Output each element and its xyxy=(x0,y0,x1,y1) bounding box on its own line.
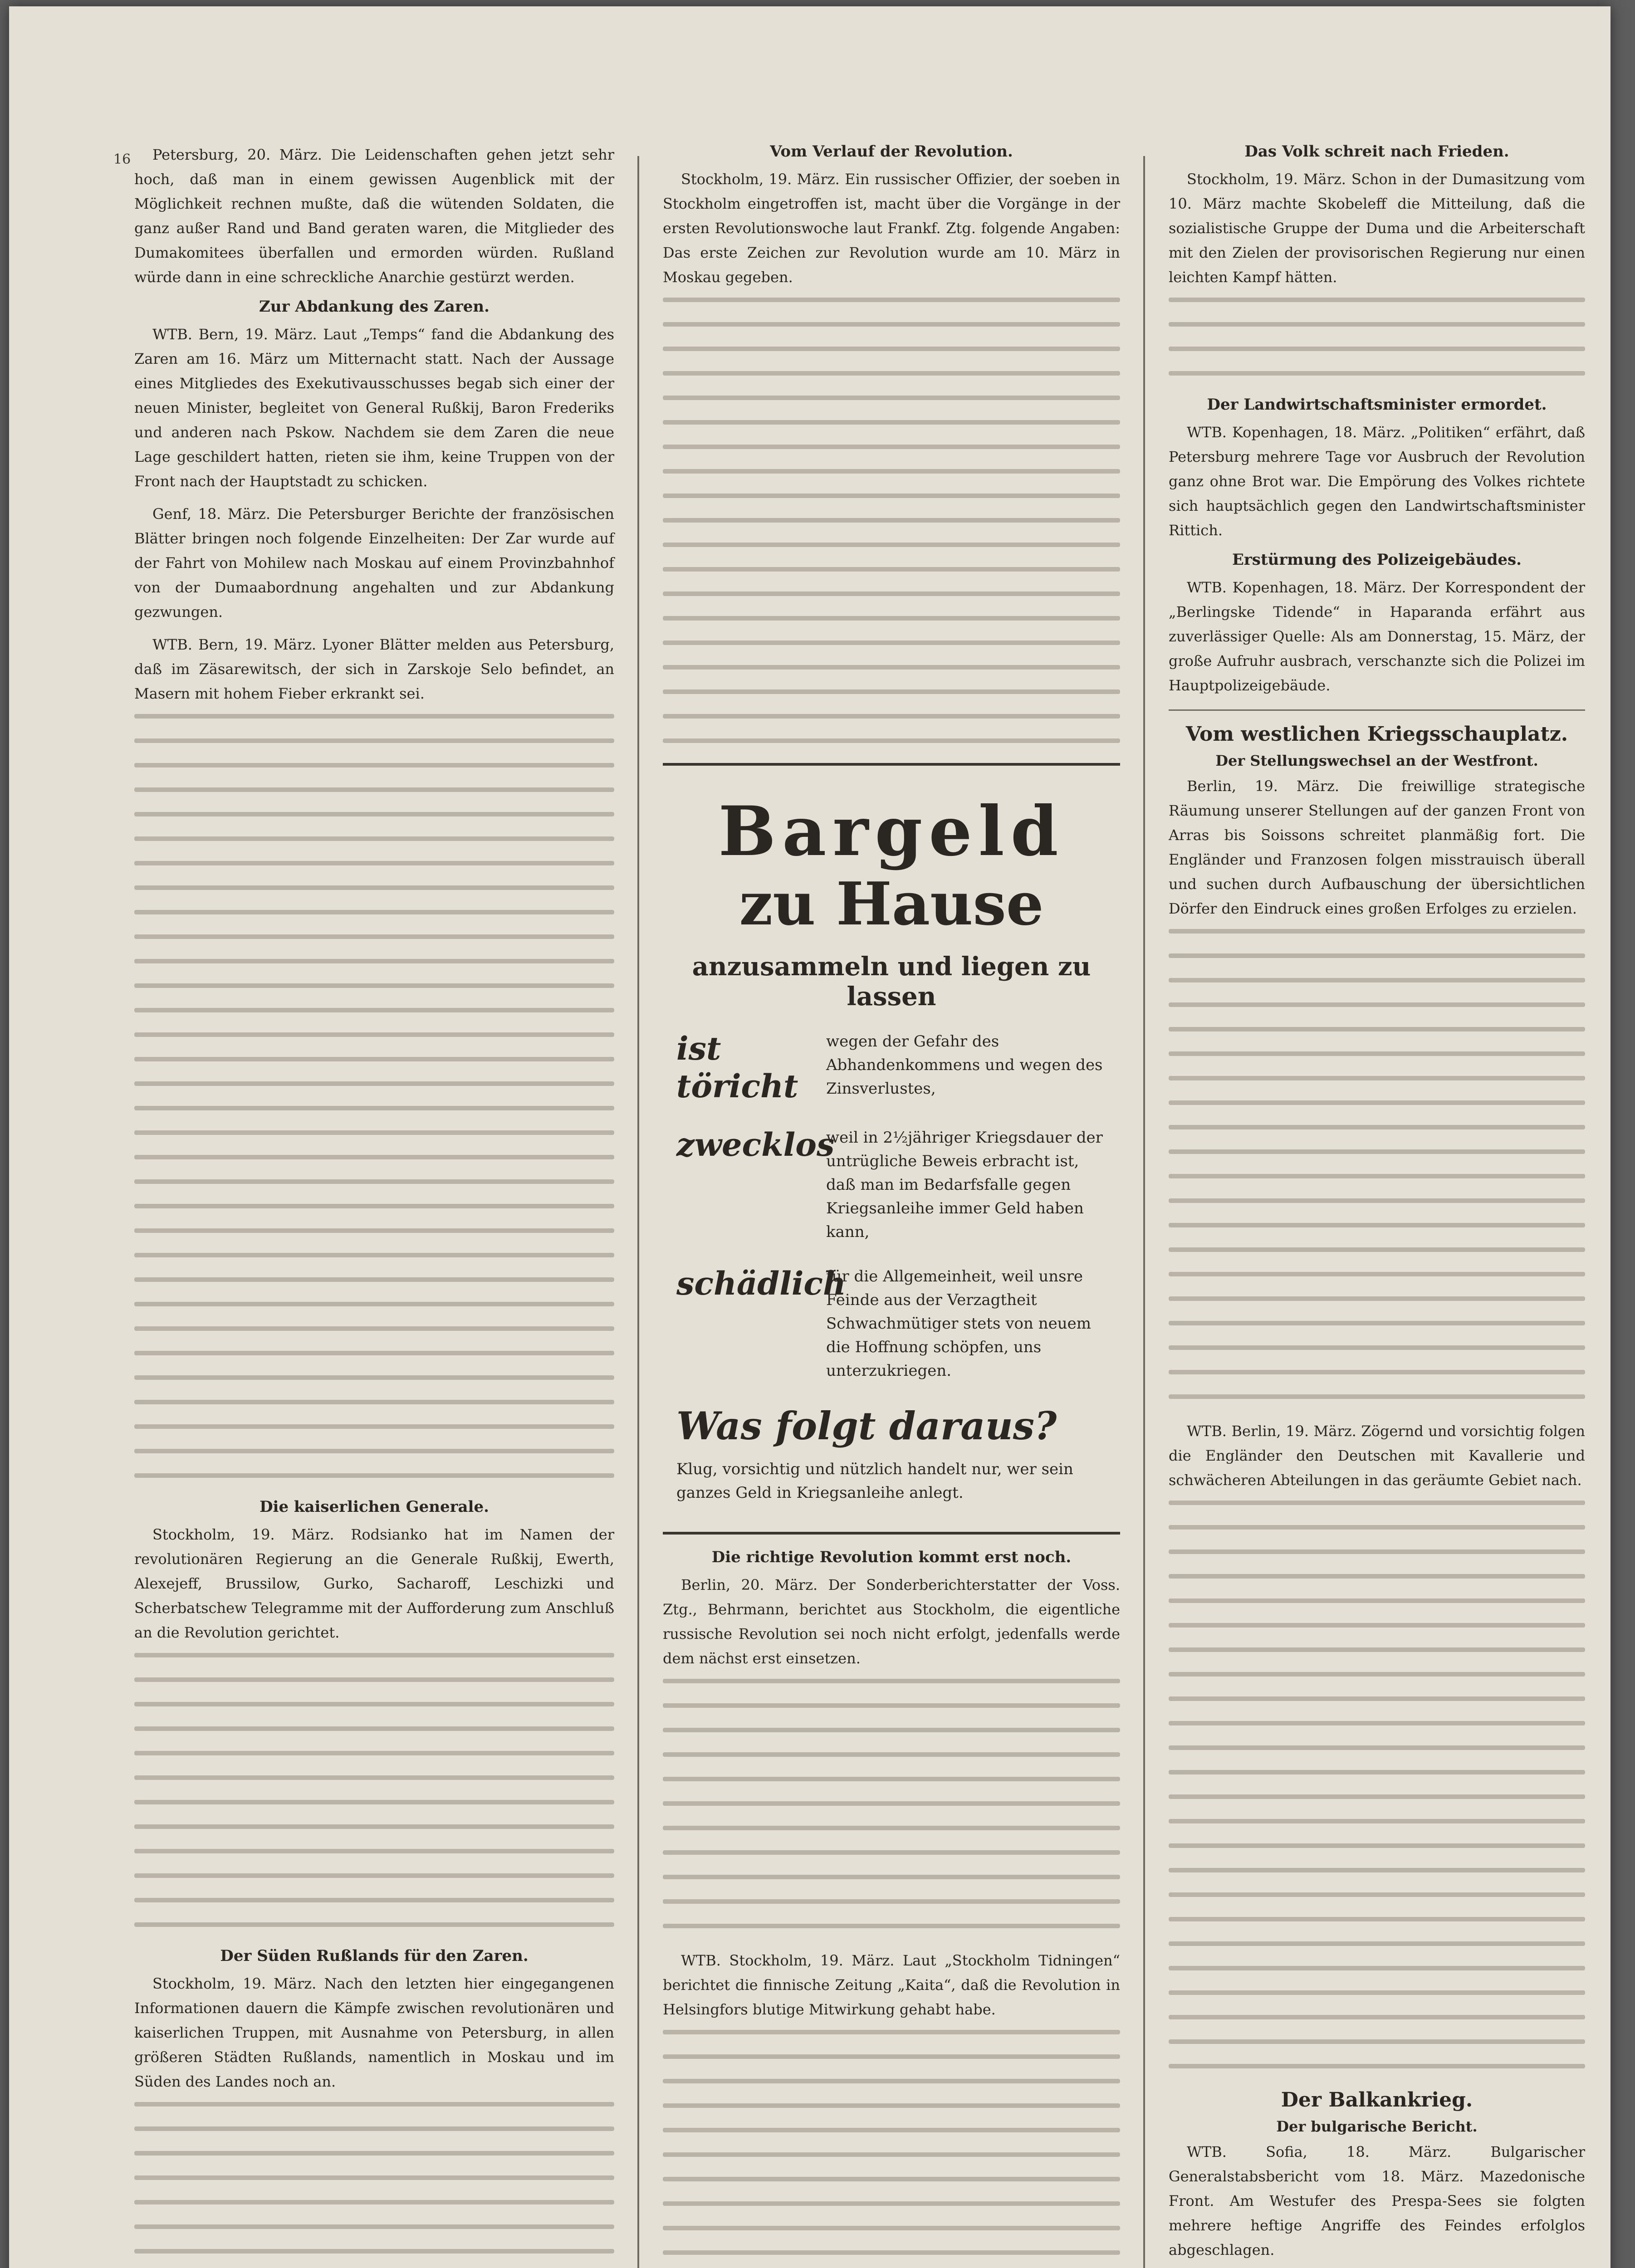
headline-westlicher-kriegsschauplatz: Vom westlichen Kriegsschauplatz. xyxy=(1185,723,1568,746)
paragraph: WTB. Sofia, 18. März. Bulgarischer Generalstabsbericht vom 18. März. Mazedonische Front. Am Westufer des Prespa-Sees sie folgten mehrere heftige Angriffe des Feindes erfolglos abgeschlagen. xyxy=(1169,2143,1585,2258)
page-mark: 16 xyxy=(113,152,131,167)
column-1 xyxy=(113,142,635,2268)
paragraph: WTB. Stockholm, 19. März. Laut „Stockholm Tidningen“ berichtet die finnische Zeitung „Kaita“, daß die Revolution in Helsingfors blutige Mitwirkung gehabt habe. xyxy=(663,1952,1120,2018)
paragraph: WTB. Kopenhagen, 18. März. „Politiken“ erfährt, daß Petersburg mehrere Tage vor Ausbruch der Revolution ganz ohne Brot war. Die Empörung des Volkes richtete sich hauptsächlich gegen den Landwirtschaftsminister Rittich. xyxy=(1169,424,1585,539)
illegible-text-block xyxy=(663,1679,1120,1928)
paragraph: WTB. Bern, 19. März. Lyoner Blätter melden aus Petersburg, daß im Zäsarewitsch, der sich in Zarskoje Selo befindet, an Masern mit hohem Fieber erkrankt sei. xyxy=(134,636,614,702)
illegible-text-block xyxy=(1169,298,1585,376)
headline-frieden: Das Volk schreit nach Frieden. xyxy=(1244,142,1509,161)
illegible-text-block xyxy=(134,1653,614,1927)
section-rule xyxy=(1169,709,1585,711)
paragraph: WTB. Kopenhagen, 18. März. Der Korrespondent der „Berlingske Tidende“ in Haparanda erfährt aus zuverlässiger Quelle: Als am Donnerstag, 15. März, der große Aufruhr ausbrach, verschanzte sich die Polizei im Hauptpolizeigebäude. xyxy=(1169,579,1585,694)
newspaper-page xyxy=(9,6,1611,2268)
paragraph: Stockholm, 19. März. Rodsianko hat im Namen der revolutionären Regierung an die Generale Rußkij, Ewerth, Alexejeff, Brussilow, Gurko, Sacharoff, Leschizki und Scherbatschew Telegramme mit der Aufforderung zum Anschluß an die Revolution gerichtet. xyxy=(134,1526,614,1641)
paragraph: Stockholm, 19. März. Nach den letzten hier eingegangenen Informationen dauern die Kämpfe zwischen revolutionären und kaiserlichen Truppen, mit Ausnahme von Petersburg, in allen größeren Städten Rußlands, namentlich in Moskau und im Süden des Landes noch an. xyxy=(134,1975,614,2090)
illegible-text-block xyxy=(134,714,614,1478)
column-3 xyxy=(1148,142,1606,2268)
headline-sueden: Der Süden Rußlands für den Zaren. xyxy=(220,1947,529,1965)
paragraph: Berlin, 20. März. Der Sonderberichterstatter der Voss. Ztg., Behrmann, berichtet aus Stockholm, die eigentliche russische Revolution sei noch nicht erfolgt, jedenfalls werde dem nächst erst einsetzen. xyxy=(663,1576,1120,1667)
headline-verlauf: Vom Verlauf der Revolution. xyxy=(770,142,1013,161)
column-rule xyxy=(1143,156,1145,2268)
paragraph: Stockholm, 19. März. Ein russischer Offizier, der soeben in Stockholm eingetroffen ist, macht über die Vorgänge in der ersten Revolutionswoche laut Frankf. Ztg. folgende Angaben: Das erste Zeichen zur Revolution wurde am 10. März in Moskau gegeben. xyxy=(663,171,1120,286)
paragraph: WTB. Bern, 19. März. Laut „Temps“ fand die Abdankung des Zaren am 16. März um Mitternacht statt. Nach der Aussage eines Mitgliedes des Exekutivausschusses begab sich einer der neuen Minister, begleitet von General Rußkij, Baron Frederiks und anderen nach Pskow. Nachdem sie dem Zaren die neue Lage geschildert hatten, rieten sie ihm, keine Truppen von der Front nach der Hauptstadt zu schicken. xyxy=(134,326,614,490)
ad-argument xyxy=(676,1030,1106,1105)
illegible-text-block xyxy=(1169,1501,1585,2068)
article-lead: Petersburg, 20. März. Die Leidenschaften gehen jetzt sehr hoch, daß man in einem gewissen Augenblick mit der Möglichkeit rechnen mußte, daß die wütenden Soldaten, die ganz außer Rand und Band geraten waren, die Mitglieder des Dumakomitees überfallen und ermorden würden. Rußland würde dann in eine schreckliche Anarchie gestürzt werden. xyxy=(134,146,614,286)
ad-conclusion: Klug, vorsichtig und nützlich handelt nur, wer sein ganzes Geld in Kriegsanleihe anlegt. xyxy=(676,1460,1073,1502)
ad-argument-text: weil in 2½jähriger Kriegsdauer der untrügliche Beweis erbracht ist, daß man im Bedarfsfalle gegen Kriegsanleihe immer Geld haben kann, xyxy=(826,1129,1103,1241)
illegible-text-block xyxy=(1169,929,1585,1399)
subheadline-bulgarischer-bericht: Der bulgarische Bericht. xyxy=(1276,2118,1478,2135)
headline-balkankrieg: Der Balkankrieg. xyxy=(1281,2088,1473,2112)
column-2 xyxy=(642,142,1141,2268)
ad-question: Was folgt daraus? xyxy=(676,1403,1057,1448)
paragraph: WTB. Berlin, 19. März. Zögernd und vorsichtig folgen die Engländer den Deutschen mit Kavallerie und schwächeren Abteilungen in das geräumte Gebiet nach. xyxy=(1169,1422,1585,1489)
headline-abdankung: Zur Abdankung des Zaren. xyxy=(259,298,490,316)
ad-argument xyxy=(676,1265,1106,1383)
ad-argument-text: wegen der Gefahr des Abhandenkommens und wegen des Zinsverlustes, xyxy=(826,1032,1103,1098)
illegible-text-block xyxy=(134,2102,614,2268)
ad-keyword: schädlich xyxy=(676,1265,846,1302)
illegible-text-block xyxy=(663,2030,1120,2268)
ad-title: Bargeld xyxy=(718,792,1065,871)
ad-lead: anzusammeln und liegen zu lassen xyxy=(692,952,1091,1012)
headline-landwirtschaftsminister: Der Landwirtschaftsminister ermordet. xyxy=(1207,396,1547,414)
ad-keyword: ist töricht xyxy=(676,1030,798,1105)
headline-generale: Die kaiserlichen Generale. xyxy=(259,1498,489,1516)
headline-polizeigebaeude: Erstürmung des Polizeigebäudes. xyxy=(1232,551,1522,569)
war-loan-advertisement xyxy=(663,763,1120,1535)
headline-richtige-revolution: Die richtige Revolution kommt erst noch. xyxy=(711,1548,1072,1566)
ad-argument-text: für die Allgemeinheit, weil unsre Feinde aus der Verzagtheit Schwachmütiger stets von neuem die Hoffnung schöpfen, uns unterzukriegen. xyxy=(826,1267,1091,1380)
paragraph: Berlin, 19. März. Die freiwillige strategische Räumung unserer Stellungen auf der ganzen Front von Arras bis Soissons schreitet planmäßig fort. Die Engländer und Franzosen folgen misstrauisch überall und suchen durch Aufbauschung der übersichtlichen Dörfer den Eindruck eines großen Erfolges zu erzielen. xyxy=(1169,777,1585,917)
paragraph: Genf, 18. März. Die Petersburger Berichte der französischen Blätter bringen noch folgende Einzelheiten: Der Zar wurde auf der Fahrt von Mohilew nach Moskau auf einem Provinzbahnhof von der Dumaabordnung angehalten und zur Abdankung gezwungen. xyxy=(134,505,614,621)
ad-title-2: zu Hause xyxy=(739,869,1044,938)
ad-argument xyxy=(676,1126,1106,1244)
paragraph: Stockholm, 19. März. Schon in der Dumasitzung vom 10. März machte Skobeleff die Mitteilung, daß die sozialistische Gruppe der Duma und die Arbeiterschaft mit den Zielen der provisorischen Regierung nur einen leichten Kampf hätten. xyxy=(1169,171,1585,286)
column-rule xyxy=(637,156,639,2268)
subheadline-stellungswechsel: Der Stellungswechsel an der Westfront. xyxy=(1215,752,1538,769)
illegible-text-block xyxy=(663,298,1120,743)
ad-keyword: zwecklos xyxy=(676,1126,835,1163)
